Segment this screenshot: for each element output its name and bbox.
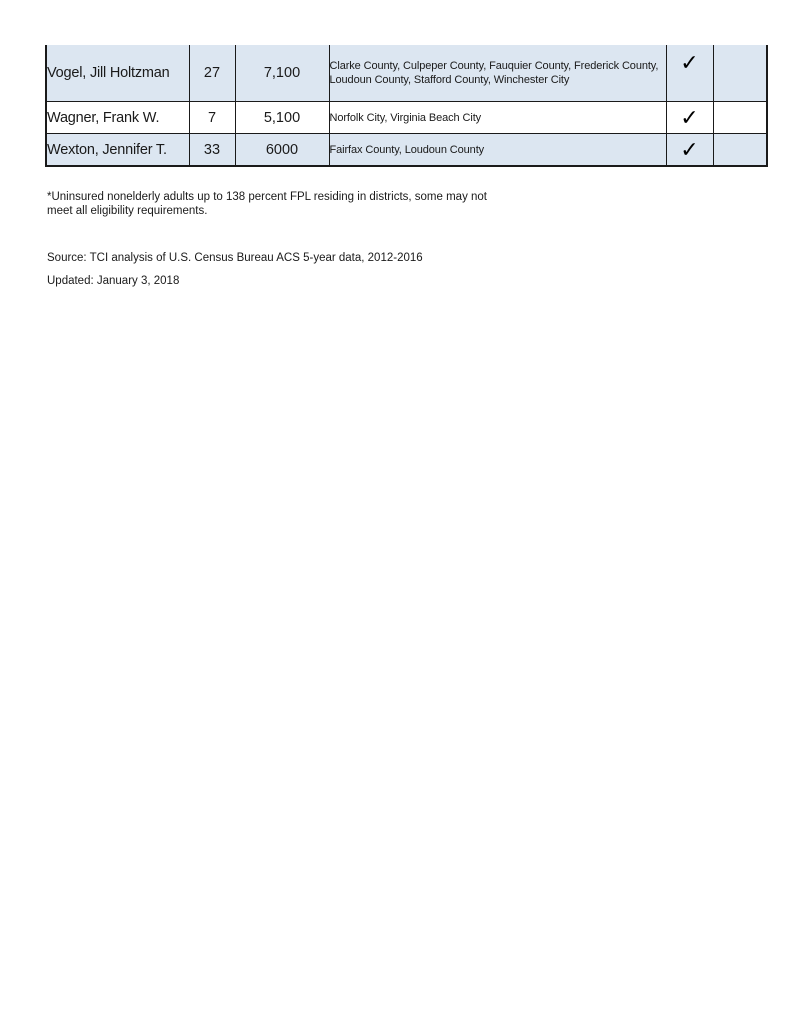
- checkmark-icon: ✓: [680, 137, 699, 163]
- district-number: 33: [189, 134, 235, 167]
- uninsured-count: 7,100: [235, 45, 329, 102]
- localities-list: Clarke County, Culpeper County, Fauquier County, Frederick County, Loudoun County, Stafford County, Winchester City: [329, 45, 666, 102]
- table-row: [46, 102, 767, 134]
- check-cell: [666, 134, 713, 167]
- check-cell: [666, 102, 713, 134]
- checkmark-icon: ✓: [680, 51, 699, 76]
- table-row: [46, 134, 767, 167]
- district-number: 7: [189, 102, 235, 134]
- legislator-name: Wagner, Frank W.: [46, 102, 189, 134]
- legislator-name: Vogel, Jill Holtzman: [46, 45, 189, 102]
- table-row: [46, 45, 767, 102]
- source-text: Source: TCI analysis of U.S. Census Bureau ACS 5-year data, 2012-2016: [47, 252, 423, 264]
- checkmark-icon: ✓: [680, 105, 699, 131]
- uninsured-count: 5,100: [235, 102, 329, 134]
- localities-list: Norfolk City, Virginia Beach City: [329, 102, 666, 134]
- check-cell: [666, 45, 713, 102]
- legislators-table: [45, 45, 768, 167]
- uninsured-count: 6000: [235, 134, 329, 167]
- updated-date-text: Updated: January 3, 2018: [47, 275, 180, 287]
- extra-cell: [713, 45, 767, 102]
- extra-cell: [713, 102, 767, 134]
- localities-list: Fairfax County, Loudoun County: [329, 134, 666, 167]
- extra-cell: [713, 134, 767, 167]
- footnote-text: *Uninsured nonelderly adults up to 138 percent FPL residing in districts, some may not meet all eligibility requirements.: [47, 191, 487, 217]
- district-number: 27: [189, 45, 235, 102]
- legislator-name: Wexton, Jennifer T.: [46, 134, 189, 167]
